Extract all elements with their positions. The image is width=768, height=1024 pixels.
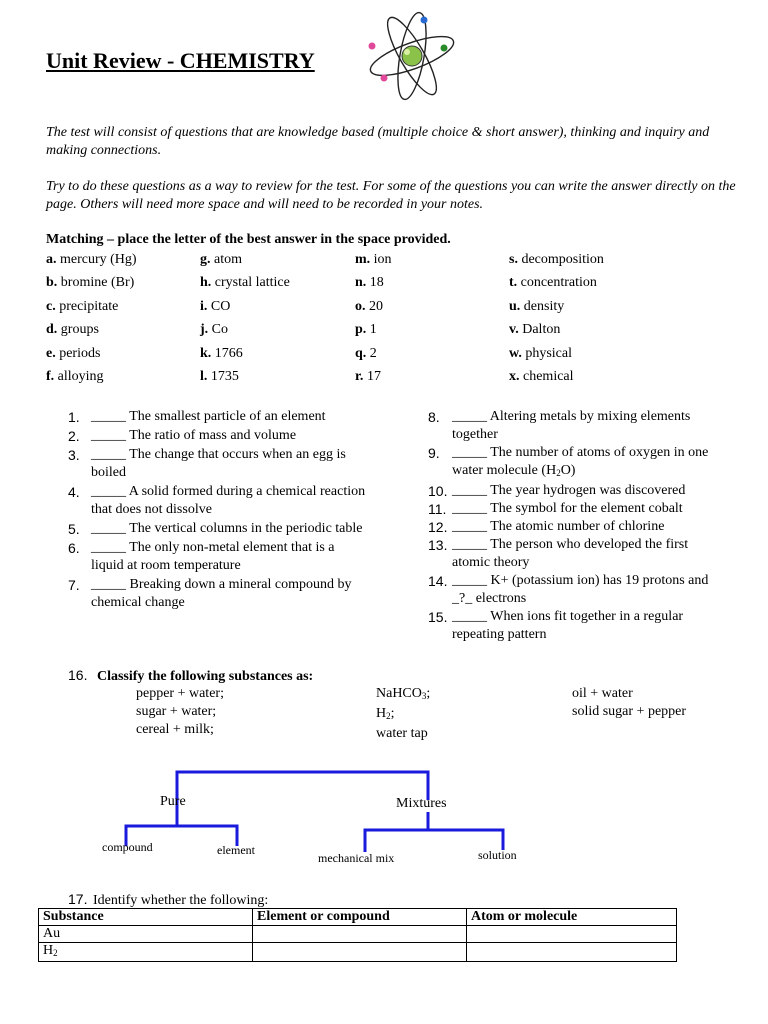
- option-text: groups: [60, 322, 99, 337]
- tree-label-mixtures: Mixtures: [396, 796, 447, 811]
- option-text: atom: [214, 252, 242, 267]
- table-header-row: [39, 909, 677, 926]
- option-text: 1766: [214, 346, 243, 361]
- option-text: concentration: [520, 275, 597, 290]
- option-letter: u.: [509, 299, 521, 314]
- substance: solid sugar + pepper: [572, 704, 687, 719]
- table-cell: $H_2$: [39, 943, 253, 962]
- list-item: 4. _____ A solid formed during a chemical reaction that does not dissolve: [68, 484, 366, 517]
- option-letter: w.: [509, 346, 522, 361]
- matching-heading: Matching – place the letter of the best answer in the space provided.: [46, 232, 451, 247]
- option-text: periods: [59, 346, 101, 361]
- option-letter: m.: [355, 252, 371, 267]
- substances-col-1: [136, 685, 224, 739]
- option-letter: h.: [200, 275, 212, 290]
- option-letter: k.: [200, 346, 212, 361]
- option-text: Co: [211, 322, 229, 337]
- option-text: physical: [525, 346, 572, 361]
- option-text: bromine (Br): [60, 275, 135, 290]
- answer-cell[interactable]: [253, 926, 467, 943]
- intro-paragraph-1: The test will consist of questions that are knowledge based (multiple choice & short answer), thinking and inquiry and making connections.: [46, 125, 710, 158]
- list-item: 3. _____ The change that occurs when an egg is boiled: [68, 447, 346, 480]
- option-letter: j.: [200, 322, 209, 337]
- option-letter: o.: [355, 299, 366, 314]
- option-text: CO: [210, 299, 231, 314]
- column-header: Atom or molecule: [467, 909, 677, 926]
- option-text: ion: [373, 252, 392, 267]
- option-letter: f.: [46, 369, 55, 384]
- answer-cell[interactable]: [253, 943, 467, 962]
- tree-label-mechanical-mix: mechanical mix: [318, 851, 395, 865]
- question-17-heading: Identify whether the following:: [92, 893, 269, 908]
- option-letter: b.: [46, 275, 58, 290]
- option-letter: n.: [355, 275, 367, 290]
- list-item: 9. _____ The number of atoms of oxygen in one water molecule $(H_2O)$: [428, 445, 709, 478]
- option-letter: a.: [46, 252, 57, 267]
- option-text: 1735: [210, 369, 239, 384]
- list-item: 11. _____ The symbol for the element cobalt: [428, 501, 683, 517]
- substance: cereal + milk;: [136, 722, 214, 737]
- table-row: [39, 943, 677, 962]
- tree-label-pure: Pure: [160, 794, 186, 809]
- atom-icon: [362, 6, 462, 106]
- option-letter: p.: [355, 322, 367, 337]
- tree-label-solution: solution: [478, 848, 517, 862]
- identify-table: [38, 908, 677, 962]
- option-text: crystal lattice: [214, 275, 290, 290]
- option-text: precipitate: [59, 299, 119, 314]
- question-number: 17.: [68, 891, 88, 907]
- table-row: [39, 926, 677, 943]
- option-text: 18: [369, 275, 384, 290]
- question-16: [68, 667, 313, 685]
- answer-cell[interactable]: [467, 926, 677, 943]
- list-item: 5. _____ The vertical columns in the periodic table: [68, 521, 363, 537]
- option-letter: r.: [355, 369, 364, 384]
- option-letter: s.: [509, 252, 518, 267]
- substances-col-2: [376, 685, 430, 743]
- question-17: [68, 891, 268, 909]
- option-text: alloying: [57, 369, 104, 384]
- option-text: chemical: [523, 369, 574, 384]
- column-header: Element or compound: [253, 909, 467, 926]
- option-letter: q.: [355, 346, 367, 361]
- substance: sugar + water;: [136, 704, 217, 719]
- questions-right: [428, 408, 718, 644]
- table-cell: Au: [39, 926, 253, 943]
- option-letter: g.: [200, 252, 211, 267]
- intro-paragraph-2: Try to do these questions as a way to review for the test. For some of the questions you can write the answer directly on the page. Others will need more space and will need to be recorded in your notes.: [46, 179, 736, 212]
- substance: oil + water: [572, 686, 633, 701]
- option-letter: x.: [509, 369, 520, 384]
- option-text: 1: [369, 322, 377, 337]
- substance: NaHCO$_3$;: [376, 686, 431, 701]
- answer-cell[interactable]: [467, 943, 677, 962]
- option-letter: i.: [200, 299, 208, 314]
- questions-left: [46, 408, 366, 612]
- substances-col-3: [572, 685, 686, 721]
- list-item: 10. _____ The year hydrogen was discovered: [428, 483, 686, 499]
- tree-label-compound: compound: [102, 840, 153, 854]
- option-text: density: [523, 299, 565, 314]
- option-letter: d.: [46, 322, 58, 337]
- substance: $H_2$;: [376, 706, 395, 721]
- option-letter: e.: [46, 346, 56, 361]
- substance: water tap: [376, 726, 428, 741]
- list-item: 15. _____ When ions fit together in a regular repeating pattern: [428, 609, 684, 642]
- page-title: Unit Review - CHEMISTRY: [46, 48, 315, 73]
- option-text: decomposition: [521, 252, 604, 267]
- list-item: 7. _____ Breaking down a mineral compound by chemical change: [68, 577, 352, 610]
- option-letter: c.: [46, 299, 56, 314]
- option-letter: l.: [200, 369, 208, 384]
- list-item: 13. _____ The person who developed the first atomic theory: [428, 537, 689, 570]
- tree-label-element: element: [217, 843, 255, 857]
- option-text: 20: [369, 299, 383, 314]
- option-text: 17: [366, 369, 381, 384]
- option-text: mercury (Hg): [60, 252, 137, 267]
- option-text: 2: [369, 346, 377, 361]
- list-item: 6. _____ The only non-metal element that is a liquid at room temperature: [68, 540, 335, 573]
- substance: pepper + water;: [136, 686, 224, 701]
- option-letter: t.: [509, 275, 518, 290]
- list-item: 1. _____ The smallest particle of an element: [68, 409, 326, 425]
- list-item: 8. _____ Altering metals by mixing elements together: [428, 409, 691, 442]
- question-number: 16.: [68, 667, 88, 683]
- option-letter: v.: [509, 322, 519, 337]
- list-item: 12. _____ The atomic number of chlorine: [428, 519, 665, 535]
- question-16-heading: Classify the following substances as:: [96, 669, 314, 684]
- list-item: 14. _____ K+ (potassium ion) has 19 protons and _?_ electrons: [428, 573, 709, 606]
- option-text: Dalton: [522, 322, 561, 337]
- list-item: 2. _____ The ratio of mass and volume: [68, 428, 297, 444]
- column-header: Substance: [39, 909, 253, 926]
